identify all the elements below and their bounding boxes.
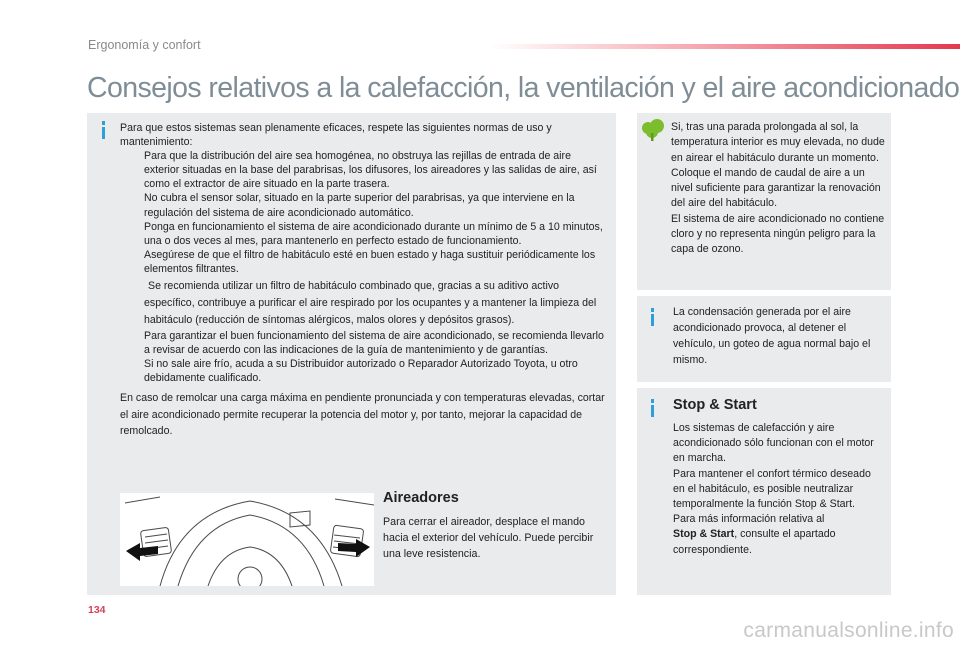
list-item: Si no sale aire frío, acuda a su Distribuidor autorizado o Reparador Autorizado Toyota, u otro debidamente cualificado.: [144, 358, 578, 385]
section-header: Ergonomía y confort: [88, 38, 201, 52]
vents-drawing: [120, 493, 374, 586]
stopstart-bold: Stop & Start: [673, 528, 735, 541]
page-title: Consejos relativos a la calefacción, la ventilación y el aire acondicionado: [87, 72, 960, 104]
towing-text: En caso de remolcar una carga máxima en pendiente pronunciada y con temperaturas elevadas, cortar el aire acondicionado permite recuperar la potencia del motor y, por tanto, mejorar la capacidad de remolcado.: [120, 392, 605, 438]
stopstart-body: Los sistemas de calefacción y aire acondicionado sólo funcionan con el motor en marcha. Para mantener el confort térmico deseado en el habitáculo, es posible neutralizar temporalmente la función Stop & Start. Para más información relativa al: [673, 422, 874, 526]
eco-text: Si, tras una parada prolongada al sol, la temperatura interior es muy elevada, no dude en airear el habitáculo durante un momento. Coloque el mando de caudal de aire a un nivel suficiente para garantizar la renovación del aire del habitáculo. El sistema de aire acondicionado no contiene cloro y no representa ningún peligro para la capa de ozono.: [671, 121, 885, 256]
header-accent-rule: [490, 44, 960, 49]
main-body: [120, 121, 606, 440]
intro-text: Para que estos sistemas sean plenamente eficaces, respete las siguientes normas de uso y mantenimiento:: [120, 122, 552, 149]
filter-note: Se recomienda utilizar un filtro de habitáculo combinado que, gracias a su aditivo activo específico, contribuye a purificar el aire respirado por los ocupantes y a mantener la limpieza del habitáculo (reducción de síntomas alérgicos, malos olores y depósitos grasos).: [144, 280, 597, 327]
condensation-text: La condensación generada por el aire acondicionado provoca, al detener el vehículo, un goteo de agua normal bajo el mismo.: [673, 306, 871, 366]
eco-leaf-icon: [640, 117, 666, 148]
info-icon: [651, 399, 654, 417]
stopstart-text: [673, 421, 885, 558]
info-icon: [102, 121, 105, 139]
vents-text: Para cerrar el aireador, desplace el mando hacia el exterior del vehículo. Puede percibir una leve resistencia.: [383, 516, 594, 560]
list-item: Para que la distribución del aire sea homogénea, no obstruya las rejillas de entrada de aire exterior situadas en la base del parabrisas, los difusores, los aireadores y las salidas de aire, así como el extractor de aire situado en la parte trasera.: [144, 150, 597, 191]
dashboard-illustration: [120, 493, 374, 586]
list-item: No cubra el sensor solar, situado en la parte superior del parabrisas, ya que interviene en la regulación del sistema de aire acondicionado automático.: [144, 192, 575, 219]
advice-list: [120, 149, 606, 385]
list-item: Ponga en funcionamiento el sistema de aire acondicionado durante un mínimo de 5 a 10 minutos, una o dos veces al mes, para mantenerlo en perfecto estado de funcionamiento.: [144, 220, 603, 247]
vents-heading: Aireadores: [383, 490, 459, 506]
watermark: carmanualsonline.info: [743, 619, 954, 642]
stopstart-tail: , consulte el apartado correspondiente.: [673, 528, 836, 556]
info-icon: [651, 308, 654, 326]
stopstart-heading: Stop & Start: [673, 397, 757, 413]
page-number: 134: [88, 604, 106, 616]
list-item: Para garantizar el buen funcionamiento del sistema de aire acondicionado, se recomienda llevarlo a revisar de acuerdo con las indicaciones de la guía de mantenimiento y de garantías.: [144, 330, 604, 357]
list-item: Asegúrese de que el filtro de habitáculo esté en buen estado y haga sustituir periódicamente los elementos filtrantes. Se recomienda utilizar un filtro de habitáculo combinado que, gracias a su aditivo activo específico, contribuye a purificar el aire respirado por los ocupantes y a mantener la limpieza del habitáculo (reducción de síntomas alérgicos, malos olores y depósitos grasos).: [120, 248, 606, 329]
